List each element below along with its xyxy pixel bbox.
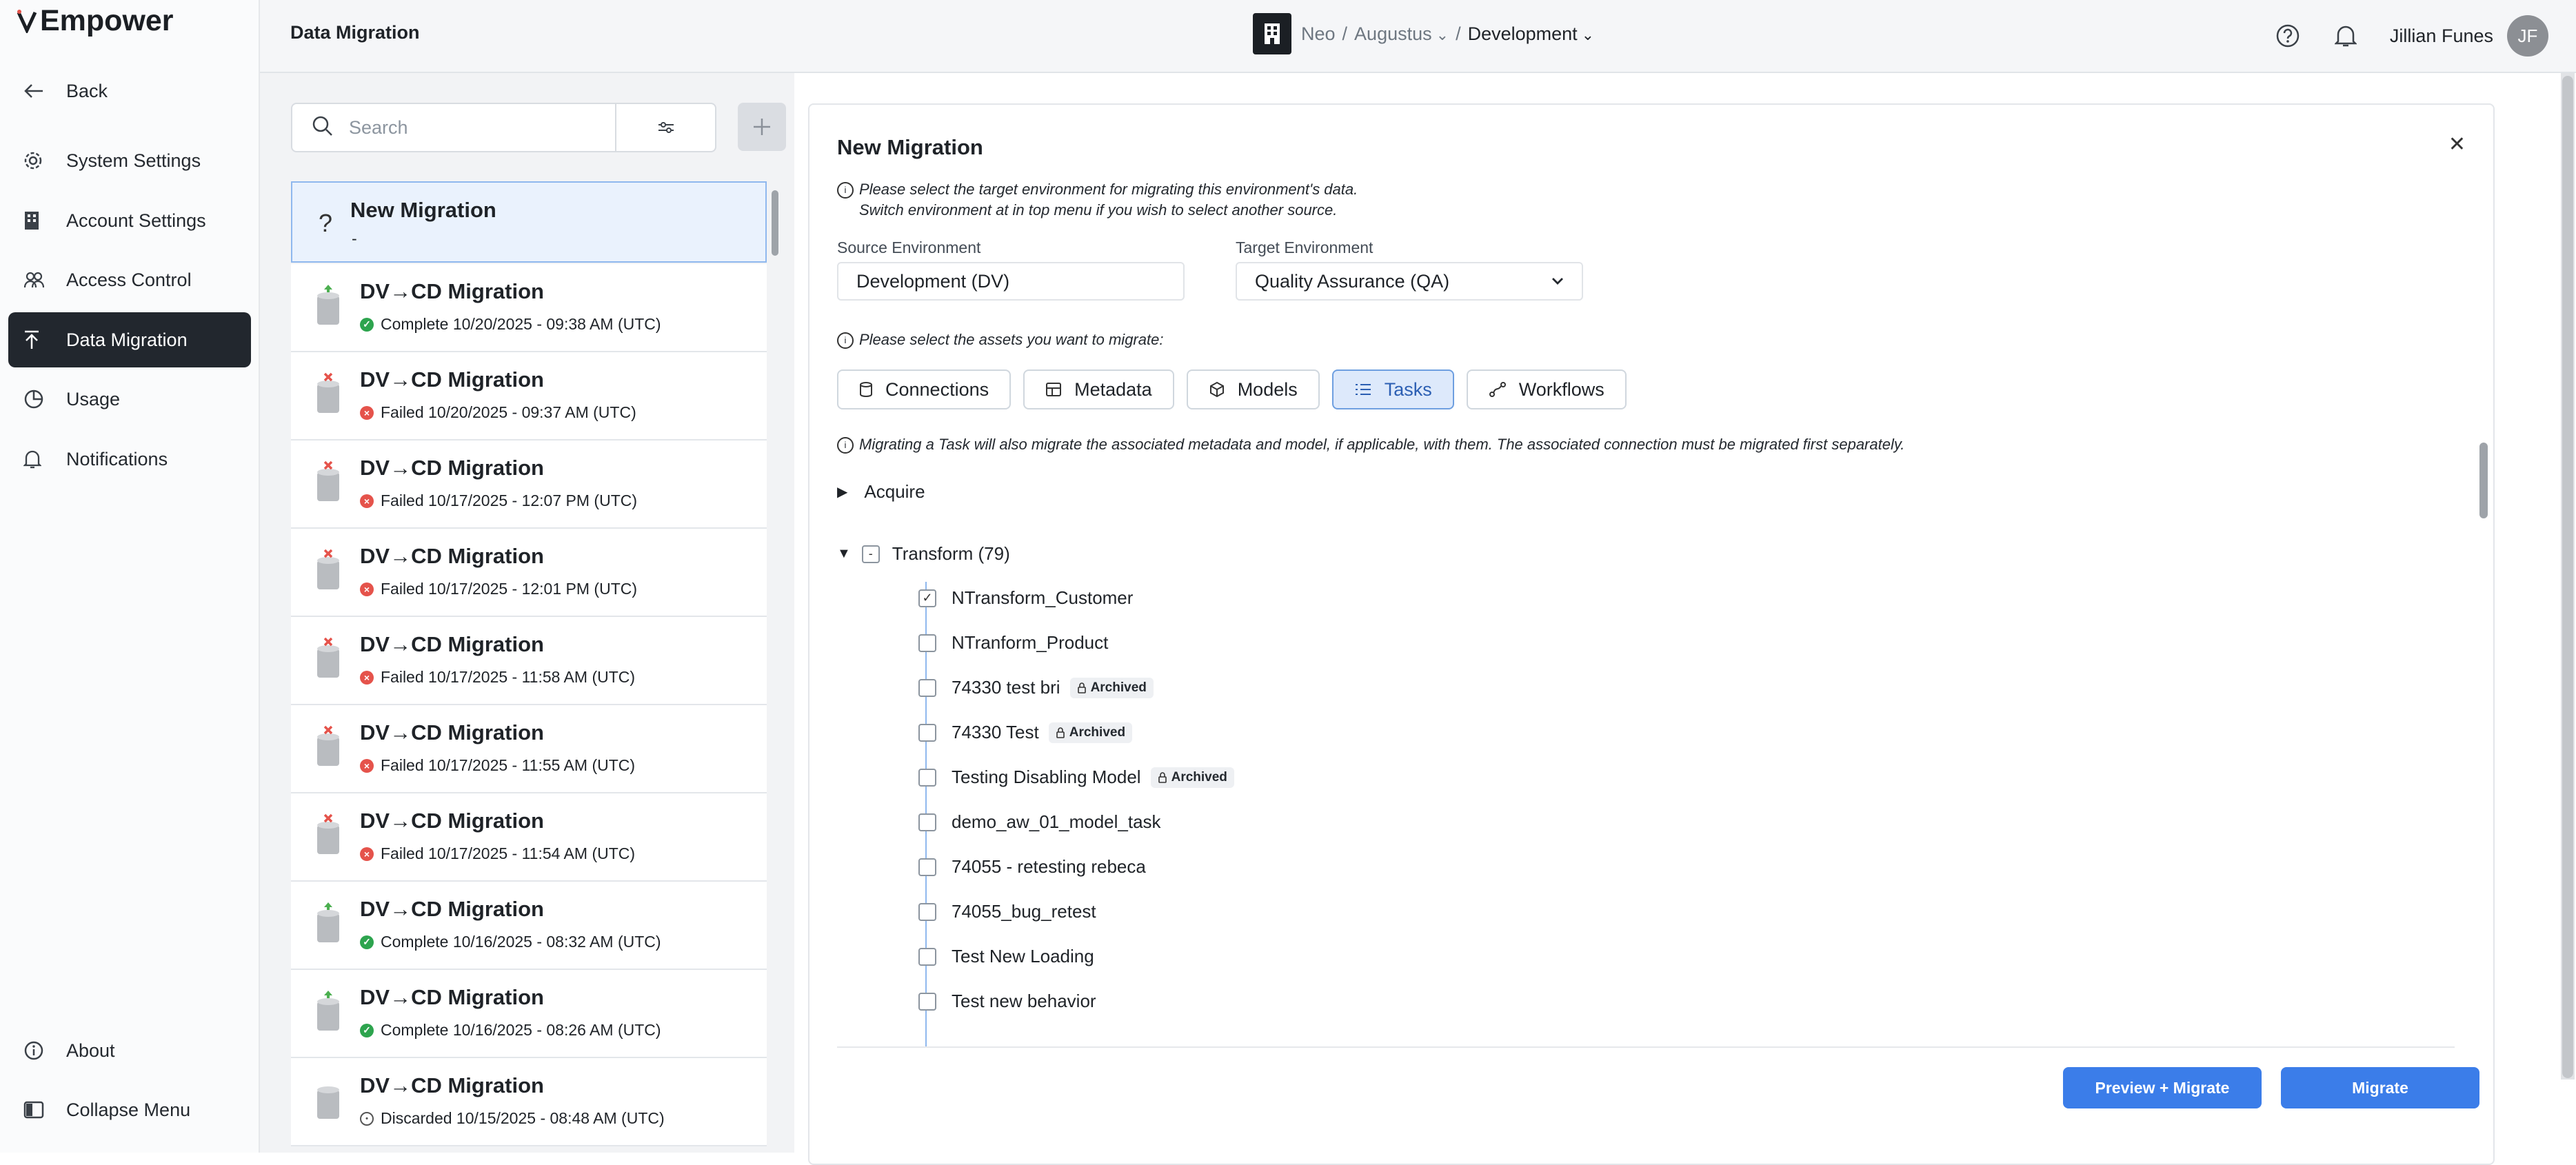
sidebar-item-access-control[interactable] (8, 252, 251, 307)
sidebar (0, 0, 260, 1153)
migration-status-can-icon (314, 813, 342, 857)
task-name: NTransform_Customer (952, 587, 1134, 608)
top-bar (260, 0, 2576, 73)
sidebar-item-label: Usage (66, 388, 121, 409)
task-checkbox[interactable] (918, 993, 936, 1011)
task-row[interactable] (918, 722, 1132, 743)
task-name: NTranform_Product (952, 632, 1109, 653)
task-row[interactable] (918, 856, 1146, 878)
migration-status-can-icon (314, 901, 342, 945)
building-icon (23, 210, 51, 231)
status-icon: × (360, 847, 374, 861)
chevron-down-icon (1551, 277, 1564, 285)
list-item[interactable] (291, 1058, 767, 1146)
cube-icon (1209, 381, 1225, 398)
list-item-new-migration[interactable] (291, 181, 767, 263)
question-icon: ? (319, 209, 333, 237)
notifications-bell-icon[interactable] (2326, 17, 2365, 55)
list-icon (1354, 382, 1372, 397)
tab-metadata[interactable] (1023, 369, 1174, 409)
sidebar-item-label: Notifications (66, 448, 168, 469)
list-item-title: DV→CD Migration (360, 1073, 544, 1097)
status-icon: × (360, 759, 374, 773)
migration-status-can-icon (314, 725, 342, 769)
list-item-time: Discarded 10/15/2025 - 08:48 AM (UTC) (381, 1109, 665, 1127)
list-item-status (360, 756, 635, 775)
tree-node-label: Acquire (864, 481, 925, 502)
plus-icon (752, 116, 772, 137)
arrow-left-icon (23, 83, 51, 99)
caret-down-icon: ▼ (837, 546, 851, 561)
task-name: 74330 test bri (952, 677, 1060, 698)
list-item[interactable] (291, 617, 767, 705)
list-item-status (360, 315, 661, 334)
migration-status-can-icon (314, 636, 342, 680)
pie-chart-icon (23, 389, 51, 409)
tasks-info-text: Migrating a Task will also migrate the associated metadata and model, if applicable, with them. The associated connection must be migrated first separately. (859, 436, 1905, 453)
list-item-time: Failed 10/17/2025 - 12:01 PM (UTC) (381, 580, 638, 598)
list-item[interactable] (291, 529, 767, 617)
task-checkbox[interactable] (918, 948, 936, 966)
lock-icon (1056, 727, 1065, 738)
search-icon (312, 115, 334, 141)
status-icon: × (360, 406, 374, 420)
list-item-time: Complete 10/16/2025 - 08:26 AM (UTC) (381, 1021, 661, 1039)
task-row[interactable] (918, 991, 1096, 1012)
task-row[interactable] (918, 901, 1096, 922)
sidebar-item-collapse-menu[interactable] (8, 1082, 251, 1137)
sidebar-item-label: System Settings (66, 150, 201, 171)
sidebar-item-system-settings[interactable] (8, 133, 251, 188)
task-checkbox[interactable] (918, 858, 936, 876)
task-checkbox[interactable] (918, 813, 936, 831)
caret-right-icon: ▶ (837, 485, 848, 500)
sidebar-item-about[interactable] (8, 1023, 251, 1078)
tab-label: Models (1237, 378, 1298, 400)
list-item-time: Complete 10/16/2025 - 08:32 AM (UTC) (381, 933, 661, 951)
task-name: 74330 Test (952, 722, 1039, 742)
list-item-status (360, 933, 661, 951)
tasks-info (837, 434, 1904, 455)
header-actions (2268, 15, 2548, 57)
migrate-button[interactable]: Migrate (2281, 1067, 2479, 1108)
archived-label: Archived (1069, 725, 1126, 740)
sidebar-item-label: Account Settings (66, 210, 206, 231)
task-name: Test New Loading (952, 946, 1094, 966)
page-scrollbar[interactable] (2561, 73, 2575, 1080)
list-item-status (360, 1021, 661, 1040)
tab-models[interactable] (1187, 369, 1320, 409)
list-item-title: DV→CD Migration (360, 367, 544, 392)
list-item-status (360, 844, 635, 863)
archived-badge (1070, 678, 1154, 698)
breadcrumb (1253, 12, 1594, 55)
migration-status-can-icon (314, 548, 342, 592)
tree-node-label: Transform (79) (892, 543, 1010, 564)
sidebar-item-data-migration[interactable] (8, 312, 251, 367)
page-title: Data Migration (290, 22, 420, 43)
list-item-title: DV→CD Migration (360, 809, 544, 833)
task-checkbox[interactable] (918, 769, 936, 787)
sidebar-item-label: Back (66, 80, 108, 101)
gear-icon (23, 151, 51, 170)
breadcrumb-environment-label: Development (1467, 23, 1578, 44)
status-icon: ✓ (360, 935, 374, 949)
source-env-field: Development (DV) (837, 262, 1185, 301)
app-logo[interactable] (17, 4, 174, 38)
tab-label: Tasks (1384, 378, 1432, 400)
list-item-title: DV→CD Migration (360, 544, 544, 568)
status-icon: × (360, 671, 374, 685)
migration-list-panel (260, 73, 794, 1153)
collapse-sidebar-icon (23, 1101, 51, 1119)
list-item-time: Complete 10/20/2025 - 09:38 AM (UTC) (381, 315, 661, 333)
table-icon (1045, 382, 1062, 397)
task-checkbox[interactable] (918, 724, 936, 742)
users-icon (23, 271, 51, 289)
list-item-status (360, 1109, 665, 1128)
archived-badge (1151, 767, 1234, 788)
list-item-status (360, 580, 637, 598)
sidebar-item-account-settings[interactable] (8, 193, 251, 248)
asset-tabs (837, 369, 1627, 409)
sidebar-item-back[interactable] (8, 63, 251, 119)
list-item-title: DV→CD Migration (360, 897, 544, 921)
migration-status-can-icon (314, 1077, 342, 1122)
preview-migrate-button[interactable]: Preview + Migrate (2063, 1067, 2262, 1108)
list-item-title: DV→CD Migration (360, 632, 544, 656)
sidebar-item-label: Data Migration (66, 329, 188, 350)
archived-label: Archived (1090, 680, 1147, 695)
info-icon: i (837, 332, 854, 349)
list-item[interactable] (291, 882, 767, 970)
task-row[interactable] (918, 811, 1161, 833)
search-box (291, 103, 716, 152)
list-item-time: Failed 10/17/2025 - 11:54 AM (UTC) (381, 844, 636, 862)
task-row[interactable] (918, 677, 1154, 698)
list-item-title: New Migration (350, 198, 496, 222)
status-icon: • (360, 1112, 374, 1126)
tab-connections[interactable] (837, 369, 1011, 409)
task-name: Test new behavior (952, 991, 1096, 1011)
list-item-time: Failed 10/17/2025 - 11:58 AM (UTC) (381, 668, 636, 686)
status-icon: × (360, 494, 374, 508)
info-line-1: Please select the target environment for migrating this environment's data. (859, 181, 1358, 198)
tree-node-transform[interactable] (837, 543, 1010, 565)
list-item-time: Failed 10/20/2025 - 09:37 AM (UTC) (381, 403, 636, 421)
sliders-icon (657, 121, 675, 134)
list-item-status (360, 668, 635, 687)
list-item[interactable] (291, 970, 767, 1058)
task-name: demo_aw_01_model_task (952, 811, 1161, 832)
filter-button[interactable] (615, 104, 715, 151)
workflow-icon (1489, 381, 1507, 398)
migration-status-can-icon (314, 372, 342, 416)
archived-badge (1049, 722, 1132, 743)
info-icon: i (837, 437, 854, 454)
database-icon (859, 381, 873, 398)
list-item[interactable] (291, 440, 767, 529)
lock-icon (1077, 682, 1087, 693)
list-item-status (360, 492, 637, 510)
status-icon: ✓ (360, 1024, 374, 1037)
new-migration-panel (808, 103, 2495, 1165)
add-migration-button[interactable] (738, 103, 786, 151)
avatar[interactable]: JF (2507, 15, 2548, 57)
task-checkbox[interactable]: ✓ (918, 589, 936, 607)
target-env-value: Quality Assurance (QA) (1255, 270, 1450, 292)
list-item[interactable] (291, 352, 767, 440)
target-env-label: Target Environment (1236, 239, 1373, 256)
list-item-subtitle: - (352, 230, 357, 247)
breadcrumb-org[interactable]: Neo (1301, 23, 1336, 44)
tree-scrollbar[interactable] (2479, 443, 2488, 518)
upload-icon (23, 330, 51, 350)
migration-status-can-icon (314, 989, 342, 1033)
list-item-title: DV→CD Migration (360, 720, 544, 744)
task-row[interactable] (918, 767, 1234, 788)
user-name[interactable]: Jillian Funes (2389, 25, 2493, 46)
list-item-title: DV→CD Migration (360, 456, 544, 480)
bell-icon (23, 449, 51, 469)
task-row[interactable] (918, 587, 1133, 609)
breadcrumb-environment[interactable] (1468, 23, 1595, 45)
sidebar-item-label: Access Control (66, 269, 192, 290)
info-line-2: Switch environment at in top menu if you wish to select another source. (859, 201, 1338, 219)
help-icon[interactable] (2268, 17, 2307, 55)
task-checkbox[interactable] (918, 903, 936, 921)
transform-indeterminate-checkbox[interactable]: - (862, 545, 880, 563)
list-item[interactable] (291, 793, 767, 882)
sidebar-item-label: Collapse Menu (66, 1099, 191, 1120)
task-row[interactable] (918, 632, 1108, 654)
migration-status-can-icon (314, 283, 342, 327)
source-env-label: Source Environment (837, 239, 981, 256)
info-icon: i (837, 182, 854, 199)
list-item-title: DV→CD Migration (360, 279, 544, 303)
chevron-down-icon: ⌄ (1436, 26, 1449, 43)
list-item[interactable] (291, 705, 767, 793)
list-item-title: DV→CD Migration (360, 985, 544, 1009)
task-row[interactable] (918, 946, 1094, 967)
breadcrumb-separator: / (1342, 23, 1348, 44)
task-checkbox[interactable] (918, 634, 936, 652)
tab-label: Metadata (1074, 378, 1152, 400)
sidebar-item-label: About (66, 1040, 115, 1061)
close-icon[interactable]: ✕ (2448, 133, 2466, 156)
list-item-time: Failed 10/17/2025 - 11:55 AM (UTC) (381, 756, 636, 774)
list-item[interactable] (291, 264, 767, 352)
empower-logo-icon (17, 10, 37, 33)
task-name: Testing Disabling Model (952, 767, 1141, 787)
breadcrumb-project[interactable] (1354, 23, 1449, 45)
breadcrumb-project-label: Augustus (1354, 23, 1432, 44)
archived-label: Archived (1171, 769, 1227, 784)
tab-tasks[interactable] (1332, 369, 1454, 409)
breadcrumb-separator: / (1456, 23, 1461, 44)
assets-info (837, 330, 1163, 350)
target-env-info (837, 179, 1358, 221)
target-env-select[interactable] (1236, 262, 1583, 301)
assets-info-text: Please select the assets you want to migrate: (859, 331, 1164, 348)
status-icon: × (360, 582, 374, 596)
lock-icon (1158, 772, 1167, 783)
list-item-time: Failed 10/17/2025 - 12:07 PM (UTC) (381, 492, 638, 509)
migration-list (291, 181, 767, 1146)
task-name: 74055 - retesting rebeca (952, 856, 1146, 877)
logo-text: Empower (40, 4, 174, 37)
sidebar-item-notifications[interactable] (8, 432, 251, 487)
task-name: 74055_bug_retest (952, 901, 1096, 922)
tab-label: Workflows (1518, 378, 1604, 400)
panel-title: New Migration (837, 135, 983, 159)
list-item-status (360, 403, 636, 422)
tab-label: Connections (885, 378, 989, 400)
page-scrollbar-thumb[interactable] (2562, 76, 2573, 1078)
info-icon (23, 1040, 51, 1061)
organization-icon (1253, 13, 1291, 54)
list-scrollbar[interactable] (772, 190, 778, 256)
search-input[interactable] (348, 116, 598, 139)
tab-workflows[interactable] (1467, 369, 1627, 409)
status-icon: ✓ (360, 318, 374, 332)
tree-node-acquire[interactable] (837, 481, 925, 503)
task-tree (837, 470, 2486, 1046)
task-checkbox[interactable] (918, 679, 936, 697)
divider (837, 1046, 2455, 1048)
migration-status-can-icon (314, 460, 342, 504)
sidebar-item-usage[interactable] (8, 372, 251, 427)
chevron-down-icon: ⌄ (1581, 26, 1595, 43)
